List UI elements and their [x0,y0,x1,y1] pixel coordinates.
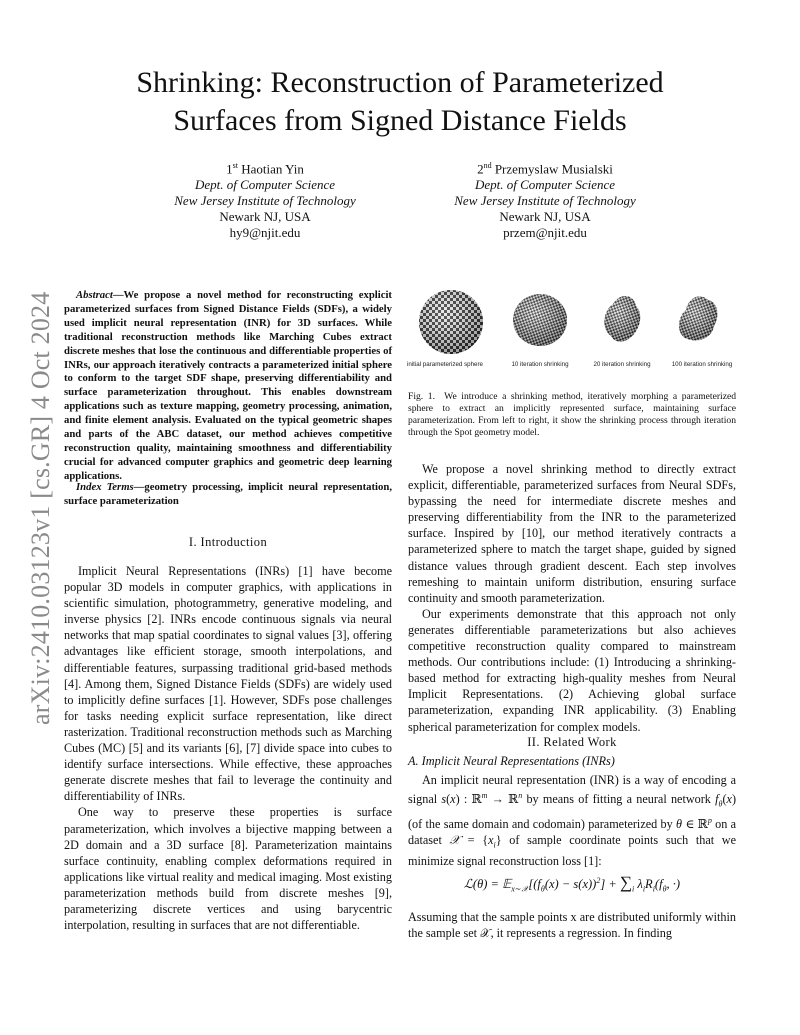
shape-100-iterations [679,296,717,340]
caption-label: Fig. 1. [408,391,435,402]
author-email[interactable]: hy9@njit.edu [229,225,301,241]
title-line-1: Shrinking: Reconstruction of Parameterized [136,66,664,99]
inr-paragraph-1: An implicit neural representation (INR) is a way of encoding a signal s(x) : ℝ$^m$ → ℝ$^n$ by means of fitting a neural network $f_\theta(x)$ (of the same domain and codomain) parameterized by θ ∈ ℝ$^p$ on a dataset 𝒳 = $\{x_i\}$ of sample coordinate points such that we minimize signal reconstruction loss [1]: [408,773,737,869]
author-location: Newark NJ, USA [219,209,311,225]
figure-label-100: 100 iteration shrinking [671,361,733,368]
intro-paragraph-2: One way to preserve these properties is surface parameterization, which involves a bijective mapping between a 2D domain and a 3D surface [8]. Parameterization maintains surface continuity, enabling complex deformations required in applications like virtual reality and medical imaging. Most existing parameterization methods build from discrete meshes [9], parameterizing discrete vertices and using barycentric interpolation, resulting in surfaces that are not differentiable. [64,805,392,933]
right-paragraph-2: Our experiments demonstrate that this approach not only generates differentiable parameterizations but also achieves competitive reconstruction quality compared to mainstream methods. Our contributions include: (1) Introducing a shrinking-based method for extracting high-quality meshes from Neural Implicit Representations. (2) Achieving global surface parameterization, expanding INR applicability. (3) Enabling spherical parameterization for complex models. [408,606,736,734]
shape-20-iterations [604,296,640,342]
author-location: Newark NJ, USA [499,209,591,225]
sphere-initial [419,290,483,354]
index-terms [64,481,392,509]
author-dept: Dept. of Computer Science [474,177,616,193]
inr-body [408,772,736,869]
author-dept: Dept. of Computer Science [194,177,336,193]
author-name: 2nd Przemyslaw Musialski [477,161,613,177]
index-terms-label: Index Terms [76,481,134,493]
author-email[interactable]: przem@njit.edu [503,225,587,241]
section-heading-related-work: II. Related Work [527,735,617,749]
author-block-2 [420,158,670,241]
abstract-text: —We propose a novel method for reconstructing explicit parameterized surfaces from Signed Distance Fields (SDFs), a widely used implicit neural representation (INR) for 3D surfaces. While traditional reconstruction methods like Marching Cubes extract discrete meshes that lose the continuous and differentiable properties of INRs, our approach iteratively contracts a parameterized initial sphere to conform to the target SDF shape, preserving differentiability and surface parameterization throughout. This enables downstream applications such as texture mapping, geometry processing, animation, and finite element analysis. Evaluated on the typical geometric shapes and parts of the ABC dataset, our method achieves competitive reconstruction quality, maintaining smoothness and differentiability crucial for advanced computer graphics and geometric deep learning applications. [64,289,392,482]
shape-10-iterations [513,294,567,346]
author-block-1 [140,158,390,241]
figure-label-10: 10 iteration shrinking [511,361,569,368]
paper-title [60,64,740,140]
figure-label-20: 20 iteration shrinking [593,361,651,368]
right-paragraph-1: We propose a novel shrinking method to directly extract explicit, differentiable, parameterized surfaces from Neural SDFs, bypassing the need for intermediate discrete meshes and preserving differentiability from the INR to the parameterized surface. Inspired by [10], our method iteratively contracts a parameterized sphere to match the target shape, guided by signed distance values through gradient descent. Each step involves remeshing to maintain uniform distribution, ensuring surface continuity and smooth parameterization. [408,462,736,605]
author-institution: New Jersey Institute of Technology [454,193,636,209]
title-line-2: Surfaces from Signed Distance Fields [173,104,627,137]
abstract [64,289,392,484]
figure-1-caption [408,391,736,439]
inr-paragraph-2: Assuming that the sample points x are distributed uniformly within the sample set 𝒳, it represents a regression. In finding [408,910,736,941]
intro-body [64,563,392,933]
intro-paragraph-1: Implicit Neural Representations (INRs) [1] have become popular 3D models in computer graphics, with applications in scientific simulation, photogrammetry, generative modeling, and inverse physics [2]. INRs encode continuous signals via neural networks that map spatial coordinates to signal values [3], offering advantages like efficient storage, smooth interpolations, and differentiable features, surpassing traditional grid-based methods [4]. Among them, Signed Distance Fields (SDFs) are widely used to implicitly define surfaces [1]. However, SDFs pose challenges for tasks needing explicit surface representation, like direct rasterization. Traditional reconstruction methods such as Marching Cubes (MC) [5] and its variants [6], [7] divide space into cubes to identify surface intersections. While effective, these approaches generate discrete meshes that fail to leverage the continuity and differentiability of INRs. [64,564,392,804]
figure-label-initial: initial parameterized sphere [406,361,483,368]
index-terms-text: —geometry processing, implicit neural representation, surface parameterization [64,481,392,507]
right-body [408,461,736,735]
equation-loss: ℒ(θ) = $𝔼_{x\sim 𝒳}[(f_\theta(x) - s(x))^2] + \sum_i$ $\lambda_iR_i(f_\theta$, ·) [463,873,681,894]
section-heading-introduction: I. Introduction [188,535,268,549]
author-name: 1st Haotian Yin [226,161,304,177]
caption-text: We introduce a shrinking method, iteratively morphing a parameterized sphere to extract an implicitly represented surface, maintaining surface parameterization. From left to right, it show the shrinking process through iteration through the Spot geometry model. [408,391,737,439]
arxiv-sidebar-id: arXiv:2410.03123v1 [cs.GR] 4 Oct 2024 [26,291,55,725]
abstract-label: Abstract [76,289,113,301]
author-institution: New Jersey Institute of Technology [174,193,356,209]
subsection-heading-inr: A. Implicit Neural Representations (INRs) [408,754,615,768]
